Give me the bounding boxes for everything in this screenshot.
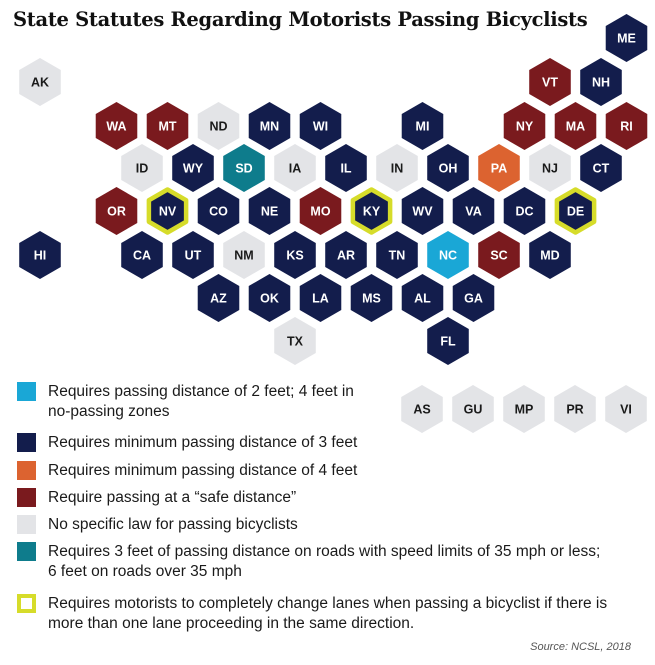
legend-label: Requires minimum passing distance of 4 feet [48,462,358,479]
state-tx-label: TX [287,334,303,349]
state-ky [353,190,390,233]
state-ne [249,187,291,235]
state-wa-label: WA [106,119,127,134]
state-nc [427,231,469,279]
state-me [606,14,648,62]
state-tn-label: TN [388,248,406,263]
state-ms-label: MS [362,291,381,306]
state-ca-label: CA [132,248,152,263]
state-ky-label: KY [362,204,381,219]
state-in-label: IN [390,161,404,176]
legend-swatch [17,594,36,613]
state-ar-label: AR [336,248,356,263]
state-wi [300,102,342,150]
state-ny-label: NY [515,119,534,134]
state-oh-label: OH [438,161,458,176]
state-ak-label: AK [30,75,50,90]
state-mi-label: MI [415,119,430,134]
legend-label: Requires passing distance of 2 feet; 4 feet in no-passing zones [48,383,354,420]
state-mn-label: MN [259,119,280,134]
territory-pr-label: PR [566,402,584,417]
territory-mp [503,385,545,433]
state-vt [529,58,571,106]
state-nc-label: NC [438,248,458,263]
state-ct [580,144,622,192]
state-ma-label: MA [565,119,586,134]
state-ok [249,274,291,322]
state-ri [606,102,648,150]
state-mo-label: MO [310,204,331,219]
state-va [453,187,495,235]
state-ne-label: NE [260,204,279,219]
state-il [325,144,367,192]
state-az [198,274,240,322]
legend-swatch [17,488,36,507]
state-mt-label: MT [158,119,177,134]
legend-item-change-lanes [17,594,617,634]
state-sc [478,231,520,279]
state-wv-label: WV [412,204,433,219]
state-dc [504,187,546,235]
state-oh [427,144,469,192]
state-md [529,231,571,279]
state-ma [555,102,597,150]
state-al-label: AL [414,291,431,306]
state-nh [580,58,622,106]
legend-swatch [17,542,36,561]
legend-label: Requires minimum passing distance of 3 feet [48,434,358,451]
state-mo [300,187,342,235]
state-ny [504,102,546,150]
state-ms [351,274,393,322]
state-dc-label: DC [515,204,534,219]
state-la [300,274,342,322]
state-md-label: MD [540,248,560,263]
state-id-label: ID [135,161,149,176]
state-or [96,187,138,235]
territory-as [401,385,443,433]
state-nj-label: NJ [542,161,558,176]
state-co-label: CO [209,204,228,219]
legend-item-no-law [17,515,617,535]
legend-label: Requires motorists to completely change lanes when passing a bicyclist if there is more than one lane proceeding in the same direction. [48,595,608,632]
map-title: State Statutes Regarding Motorists Passing Bicyclists [13,8,588,31]
state-me-label: ME [617,31,636,46]
state-wa [96,102,138,150]
state-nh-label: NH [591,75,611,90]
state-pa-label: PA [490,161,508,176]
state-sd-label: SD [235,161,253,176]
state-ga-label: GA [464,291,483,306]
state-ct-label: CT [592,161,610,176]
territories-row [0,380,655,440]
state-nj [529,144,571,192]
state-co [198,187,240,235]
state-nd [198,102,240,150]
state-ia [274,144,316,192]
state-mi [402,102,444,150]
state-sc-label: SC [490,248,508,263]
state-hi-label: HI [33,248,47,263]
state-nm [223,231,265,279]
state-ak [19,58,61,106]
state-az-label: AZ [210,291,227,306]
state-de-label: DE [566,204,585,219]
state-wi-label: WI [312,119,329,134]
state-wy [172,144,214,192]
state-ut [172,231,214,279]
state-ar [325,231,367,279]
state-va-label: VA [465,204,482,219]
state-id [121,144,163,192]
state-wv [402,187,444,235]
state-mt [147,102,189,150]
state-wy-label: WY [182,161,204,176]
state-nm-label: NM [234,248,254,263]
state-mn [249,102,291,150]
state-al [402,274,444,322]
state-nd-label: ND [209,119,228,134]
state-vt-label: VT [542,75,558,90]
territory-pr [554,385,596,433]
state-hi [19,231,61,279]
state-pa [478,144,520,192]
state-la-label: LA [312,291,329,306]
legend-item-three-or-six [17,542,607,582]
state-tn [376,231,418,279]
state-ca [121,231,163,279]
legend-swatch [17,515,36,534]
state-tx [274,317,316,365]
legend-item-safe-distance [17,488,617,508]
state-fl [427,317,469,365]
state-nv-label: NV [158,204,177,219]
territory-gu [452,385,494,433]
territory-vi-label: VI [620,402,632,417]
state-ok-label: OK [260,291,279,306]
state-sd [223,144,265,192]
legend-label: No specific law for passing bicyclists [48,516,298,533]
state-ut-label: UT [184,248,202,263]
legend-label: Require passing at a “safe distance” [48,489,297,506]
state-ks-label: KS [286,248,304,263]
legend-label: Requires 3 feet of passing distance on roads with speed limits of 35 mph or less; 6 feet on roads over 35 mph [48,543,601,580]
legend-swatch [17,461,36,480]
territory-gu-label: GU [463,402,483,417]
state-in [376,144,418,192]
state-ri-label: RI [620,119,633,134]
state-ks [274,231,316,279]
state-nv [149,190,186,233]
state-ga [453,274,495,322]
state-il-label: IL [340,161,352,176]
state-or-label: OR [107,204,126,219]
state-ia-label: IA [288,161,302,176]
state-de [557,190,594,233]
territory-vi [605,385,647,433]
territory-mp-label: MP [514,402,534,417]
legend-item-four-feet [17,461,617,481]
state-fl-label: FL [440,334,456,349]
territory-as-label: AS [413,402,431,417]
source-note: Source: NCSL, 2018 [530,641,631,653]
